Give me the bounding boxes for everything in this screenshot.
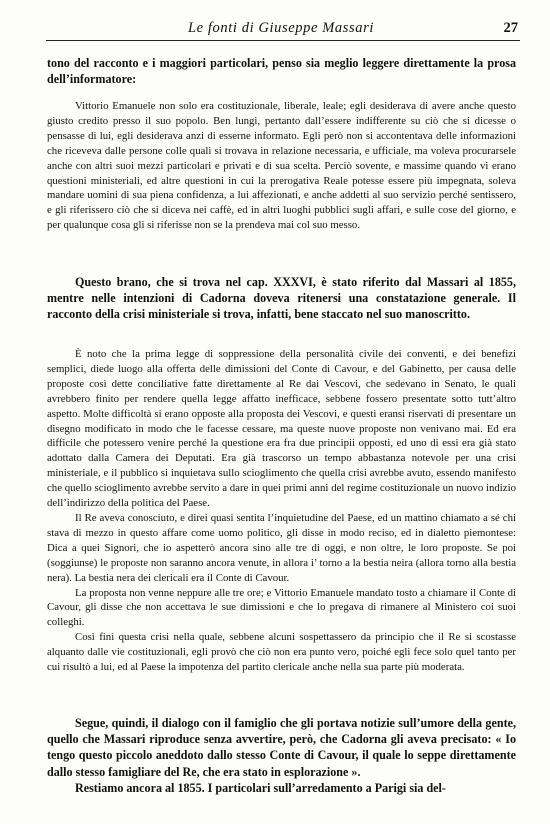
quote-block-2	[47, 347, 516, 675]
middle-paragraph: Questo brano, che si trova nel cap. XXXVI, è stato riferito dal Massari al 1855, mentre nelle intenzioni di Cadorna doveva ritenersi una constatazione generale. Il racconto della crisi ministeriale si trova, infatti, bene staccato nel suo manoscritto.	[47, 275, 516, 322]
body-end	[47, 715, 516, 796]
page-header	[46, 20, 520, 41]
closing-paragraph: Restiamo ancora al 1855. I particolari sull’arredamento a Parigi sia del-	[75, 780, 446, 795]
closing-paragraph: Segue, quindi, il dialogo con il famiglio che gli portava notizie sull’umore della gente, quello che Massari riproduce senza avvertire, però, che Cadorna gli aveva precisato: « Io tengo questo piccolo aneddoto dallo stesso Conte di Cavour, il quale lo seppe direttamente dallo stesso famigliare del Re, che era stato in esplorazione ».	[47, 716, 516, 779]
quote-paragraph: È noto che la prima legge di soppressione della personalità civile dei conventi, e dei benefizi semplici, diede luogo alla offerta delle dimissioni del Conte di Cavour, e del Gabinetto, per causa delle proposte così dette conciliative fatte direttamente al Re dai Vescovi, che sedevano in Senato, le quali avrebbero finito per rendere quella legge affatto inefficace, sebbene fossero presentate sotto tutt’altro aspetto. Molte difficoltà si erano opposte alla proposta dei Vescovi, e questi eransi riservati di presentare un disegno modificato in modo che le facesse cessare, ma queste nuove proposte non venivano mai. Ed era difficile che potessero venire perché la questione era fra due principii opposti, ed uno di essi era già stato adottato dalla Camera dei Deputati. Era già trascorso un tempo abbastanza notevole per una crisi ministeriale, e il pubblico si inquietava sullo scioglimento che quella crisi avrebbe avuto, essendo manifesto che quello scioglimento avrebbe servito a dare in quei primi anni del regime costituzionale un nuovo indizio dell’indirizzo della politica del Paese.	[47, 348, 516, 510]
quote-block-1	[47, 99, 516, 233]
quote-paragraph: Il Re aveva conosciuto, e direi quasi sentita l’inquietudine del Paese, ed un mattino chiamato a sé chi stava di mezzo in questo affare come uomo politico, gli disse in modo reciso, ed in dialetto piemontese: Dica a quei Signori, che io aspetterò ancora sino alle tre di oggi, e non oltre, le loro proposte. Se poi (soggiunse) le proposte non saranno ancora venute, in allora i’ torno a la bestia neira (allora torno alla bestia nera). La bestia nera dei clericali era il Conte di Cavour.	[47, 511, 516, 584]
running-title: Le fonti di Giuseppe Massari	[188, 20, 374, 36]
quote-paragraph: Vittorio Emanuele non solo era costituzionale, liberale, leale; egli desiderava di avere anche questo giusto credito presso il suo popolo. Ben lungi, pertanto dall’essere indifferente su ciò che si dicesse o pensasse di lui, egli desiderava anzi di esserne informato. Egli però non si accontentava delle informazioni che riceveva dalle persone colle quali si trovava in relazione necessaria, e ufficiale, ma voleva procurarsele anche con altri suoi mezzi particolari e privati e di sua scelta. Perciò sovente, e massime quando vi erano questioni ministeriali, ed altre questioni in cui la prerogativa Reale potesse essere più impegnata, soleva mandare uomini di sua piena confidenza, a lui affezionati, e anche addetti al suo servizio perché sentissero, e gli riferissero ciò che si diceva nei caffè, ed in altri luoghi pubblici sugli affari, e sulle cose del giorno, e per qualunque cosa gli si riferisse non se la prendeva mai col suo messo.	[47, 100, 516, 232]
quote-paragraph: La proposta non venne neppure alle tre ore; e Vittorio Emanuele mandato tosto a chiamare il Conte di Cavour, gli disse che non accettava le sue dimissioni e che lo pregava di rimanere al Ministero coi suoi colleghi.	[47, 586, 516, 629]
intro-paragraph: tono del racconto e i maggiori particolari, penso sia meglio leggere direttamente la prosa dell’informatore:	[47, 56, 516, 87]
body-intro	[47, 55, 516, 87]
page-number: 27	[503, 20, 518, 36]
body-middle	[47, 274, 516, 323]
quote-paragraph: Così finì questa crisi nella quale, sebbene alcuni sospettassero da principio che il Re si scostasse alquanto dalle vie costituzionali, egli provò che ciò non era punto vero, poiché egli fece solo quel tanto per cui risultò a lui, ed al Paese la impotenza del partito clericale anche nella sua parte più moderata.	[47, 631, 516, 674]
